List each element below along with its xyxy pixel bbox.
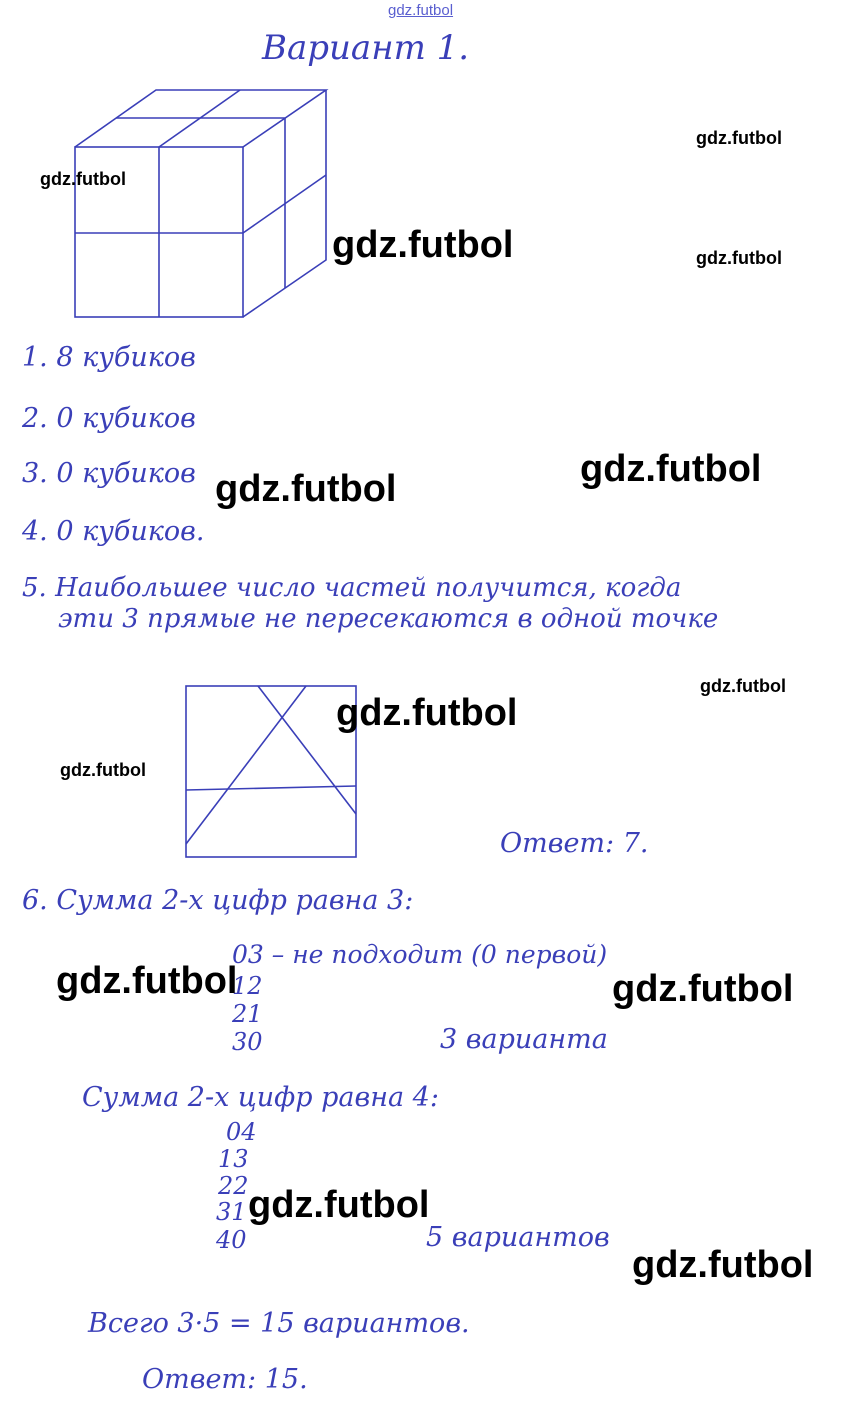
sum4-item-5: 40 bbox=[216, 1226, 247, 1254]
sum3-first: 03 – не подходит (0 первой) bbox=[232, 940, 608, 969]
cube-drawing bbox=[70, 85, 340, 325]
final-answer: Ответ: 15. bbox=[142, 1364, 308, 1395]
watermark-3: gdz.futbol bbox=[332, 224, 514, 266]
watermark-8: gdz.futbol bbox=[336, 692, 518, 734]
sum4-item-4: 31 bbox=[216, 1198, 247, 1226]
watermark-11: gdz.futbol bbox=[612, 968, 794, 1010]
sum3-item-3: 30 bbox=[232, 1028, 263, 1056]
sum4-item-1: 04 bbox=[226, 1118, 257, 1146]
watermark-2: gdz.futbol bbox=[40, 169, 126, 189]
watermark-10: gdz.futbol bbox=[56, 960, 238, 1002]
answer-3: 3. 0 кубиков bbox=[22, 458, 196, 489]
answer-5-result: Ответ: 7. bbox=[500, 828, 649, 859]
sum4-count: 5 вариантов bbox=[426, 1222, 610, 1253]
total-line: Всего 3·5 = 15 вариантов. bbox=[88, 1308, 470, 1339]
sum4-header: Сумма 2-х цифр равна 4: bbox=[82, 1082, 439, 1113]
sum3-count: 3 варианта bbox=[440, 1024, 608, 1055]
answer-1: 1. 8 кубиков bbox=[22, 342, 196, 373]
watermark-6: gdz.futbol bbox=[215, 468, 397, 510]
sum4-item-2: 13 bbox=[218, 1145, 249, 1173]
watermark-13: gdz.futbol bbox=[632, 1244, 814, 1286]
watermark-12: gdz.futbol bbox=[248, 1184, 430, 1226]
variant-title: Вариант 1. bbox=[262, 28, 470, 68]
q6-header: 6. Сумма 2-х цифр равна 3: bbox=[22, 885, 414, 916]
watermark-4: gdz.futbol bbox=[696, 248, 782, 268]
watermark-5: gdz.futbol bbox=[580, 448, 762, 490]
sum3-item-2: 21 bbox=[232, 1000, 263, 1028]
answer-2: 2. 0 кубиков bbox=[22, 403, 196, 434]
answer-4: 4. 0 кубиков. bbox=[22, 516, 205, 547]
sum4-item-3: 22 bbox=[218, 1172, 249, 1200]
sum3-item-1: 12 bbox=[232, 972, 263, 1000]
watermark-9: gdz.futbol bbox=[60, 760, 146, 780]
watermark-top: gdz.futbol bbox=[388, 2, 454, 19]
answer-5-line-1: 5. Наибольшее число частей получится, когда bbox=[22, 573, 682, 603]
watermark-7: gdz.futbol bbox=[700, 676, 786, 696]
watermark-1: gdz.futbol bbox=[696, 128, 782, 148]
answer-5-line-2: эти 3 прямые не пересекаются в одной точке bbox=[58, 604, 719, 634]
